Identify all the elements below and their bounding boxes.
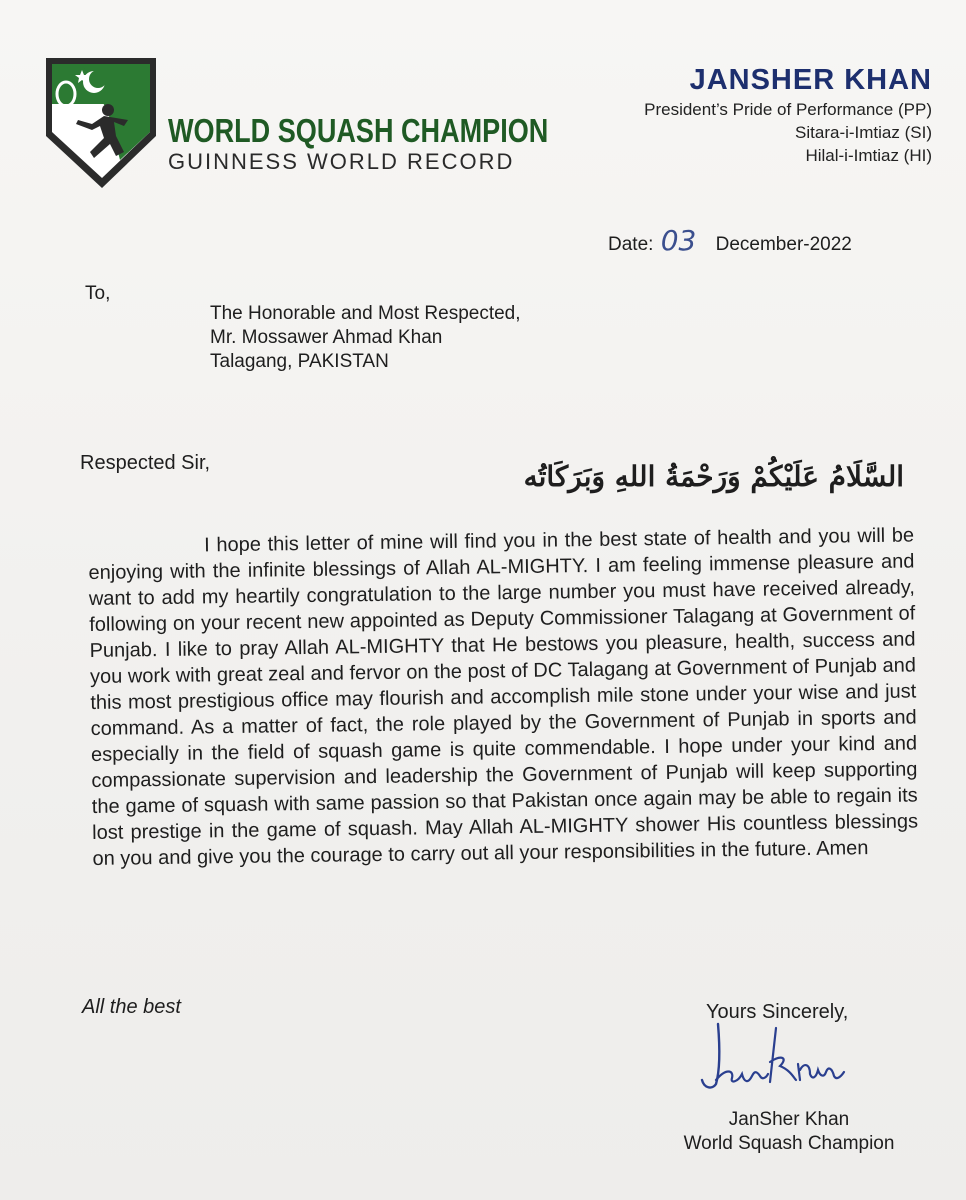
address-line: Mr. Mossawer Ahmad Khan — [210, 327, 443, 348]
closing-left: All the best — [82, 996, 181, 1018]
letter-body: I hope this letter of mine will find you in the best state of health and you will be enjoying with the infinite blessings of Allah AL-MIGHTY. I am feeling immense pleasure and want to add my heartily congratulation to the large number you must have received already, following on your recent new appointed as Deputy Commissioner Talagang at Government of Punjab. I like to pray Allah AL-MIGHTY that He bestows you pleasure, health, success and you work with great zeal and fervor on the post of DC Talagang at Government of Punjab and this most prestigious office may flourish and accomplish mile stone under your wise and just command. As a matter of fact, the role played by the Government of Punjab in sports and especially in the field of squash game is quite commendable. I hope under your kind and compassionate supervision and leadership the Government of Punjab will keep supporting the game of squash with same passion so that Pakistan once again may be able to regain its lost prestige in the game of squash. May Allah AL-MIGHTY shower His countless blessings on you and give you the courage to carry out all your responsibilities in the future. Amen — [88, 524, 919, 870]
date-line — [608, 224, 852, 257]
title-line: President’s Pride of Performance (PP) — [644, 100, 932, 119]
squash-player-shield-icon — [42, 52, 160, 192]
closing-right: Yours Sincerely, — [706, 1001, 849, 1023]
handwritten-signature-icon — [690, 1018, 850, 1098]
letterhead-titles — [644, 98, 932, 167]
to-label: To, — [85, 283, 111, 304]
address-line: Talagang, PAKISTAN — [210, 351, 389, 372]
date-label: Date: — [608, 234, 654, 255]
title-line: Sitara-i-Imtiaz (SI) — [795, 123, 932, 142]
salutation: Respected Sir, — [80, 452, 211, 474]
arabic-greeting: السَّلَامُ عَلَيْكُمْ وَرَحْمَةُ اللهِ وَبَرَكَاتُه — [523, 460, 904, 493]
date-day-handwritten: 03 — [660, 224, 697, 257]
letterhead-name: JANSHER KHAN — [689, 64, 932, 96]
brand-title: WORLD SQUASH CHAMPION — [168, 112, 549, 149]
address-line: The Honorable and Most Respected, — [210, 303, 521, 324]
signer-name: JanSher Khan — [728, 1109, 850, 1130]
brand-subtitle: GUINNESS WORLD RECORD — [168, 149, 515, 174]
title-line: Hilal-i-Imtiaz (HI) — [805, 146, 932, 165]
date-month-year: December-2022 — [715, 234, 852, 255]
recipient-address — [210, 302, 521, 374]
signer-block — [664, 1108, 914, 1156]
signer-title: World Squash Champion — [683, 1133, 895, 1154]
